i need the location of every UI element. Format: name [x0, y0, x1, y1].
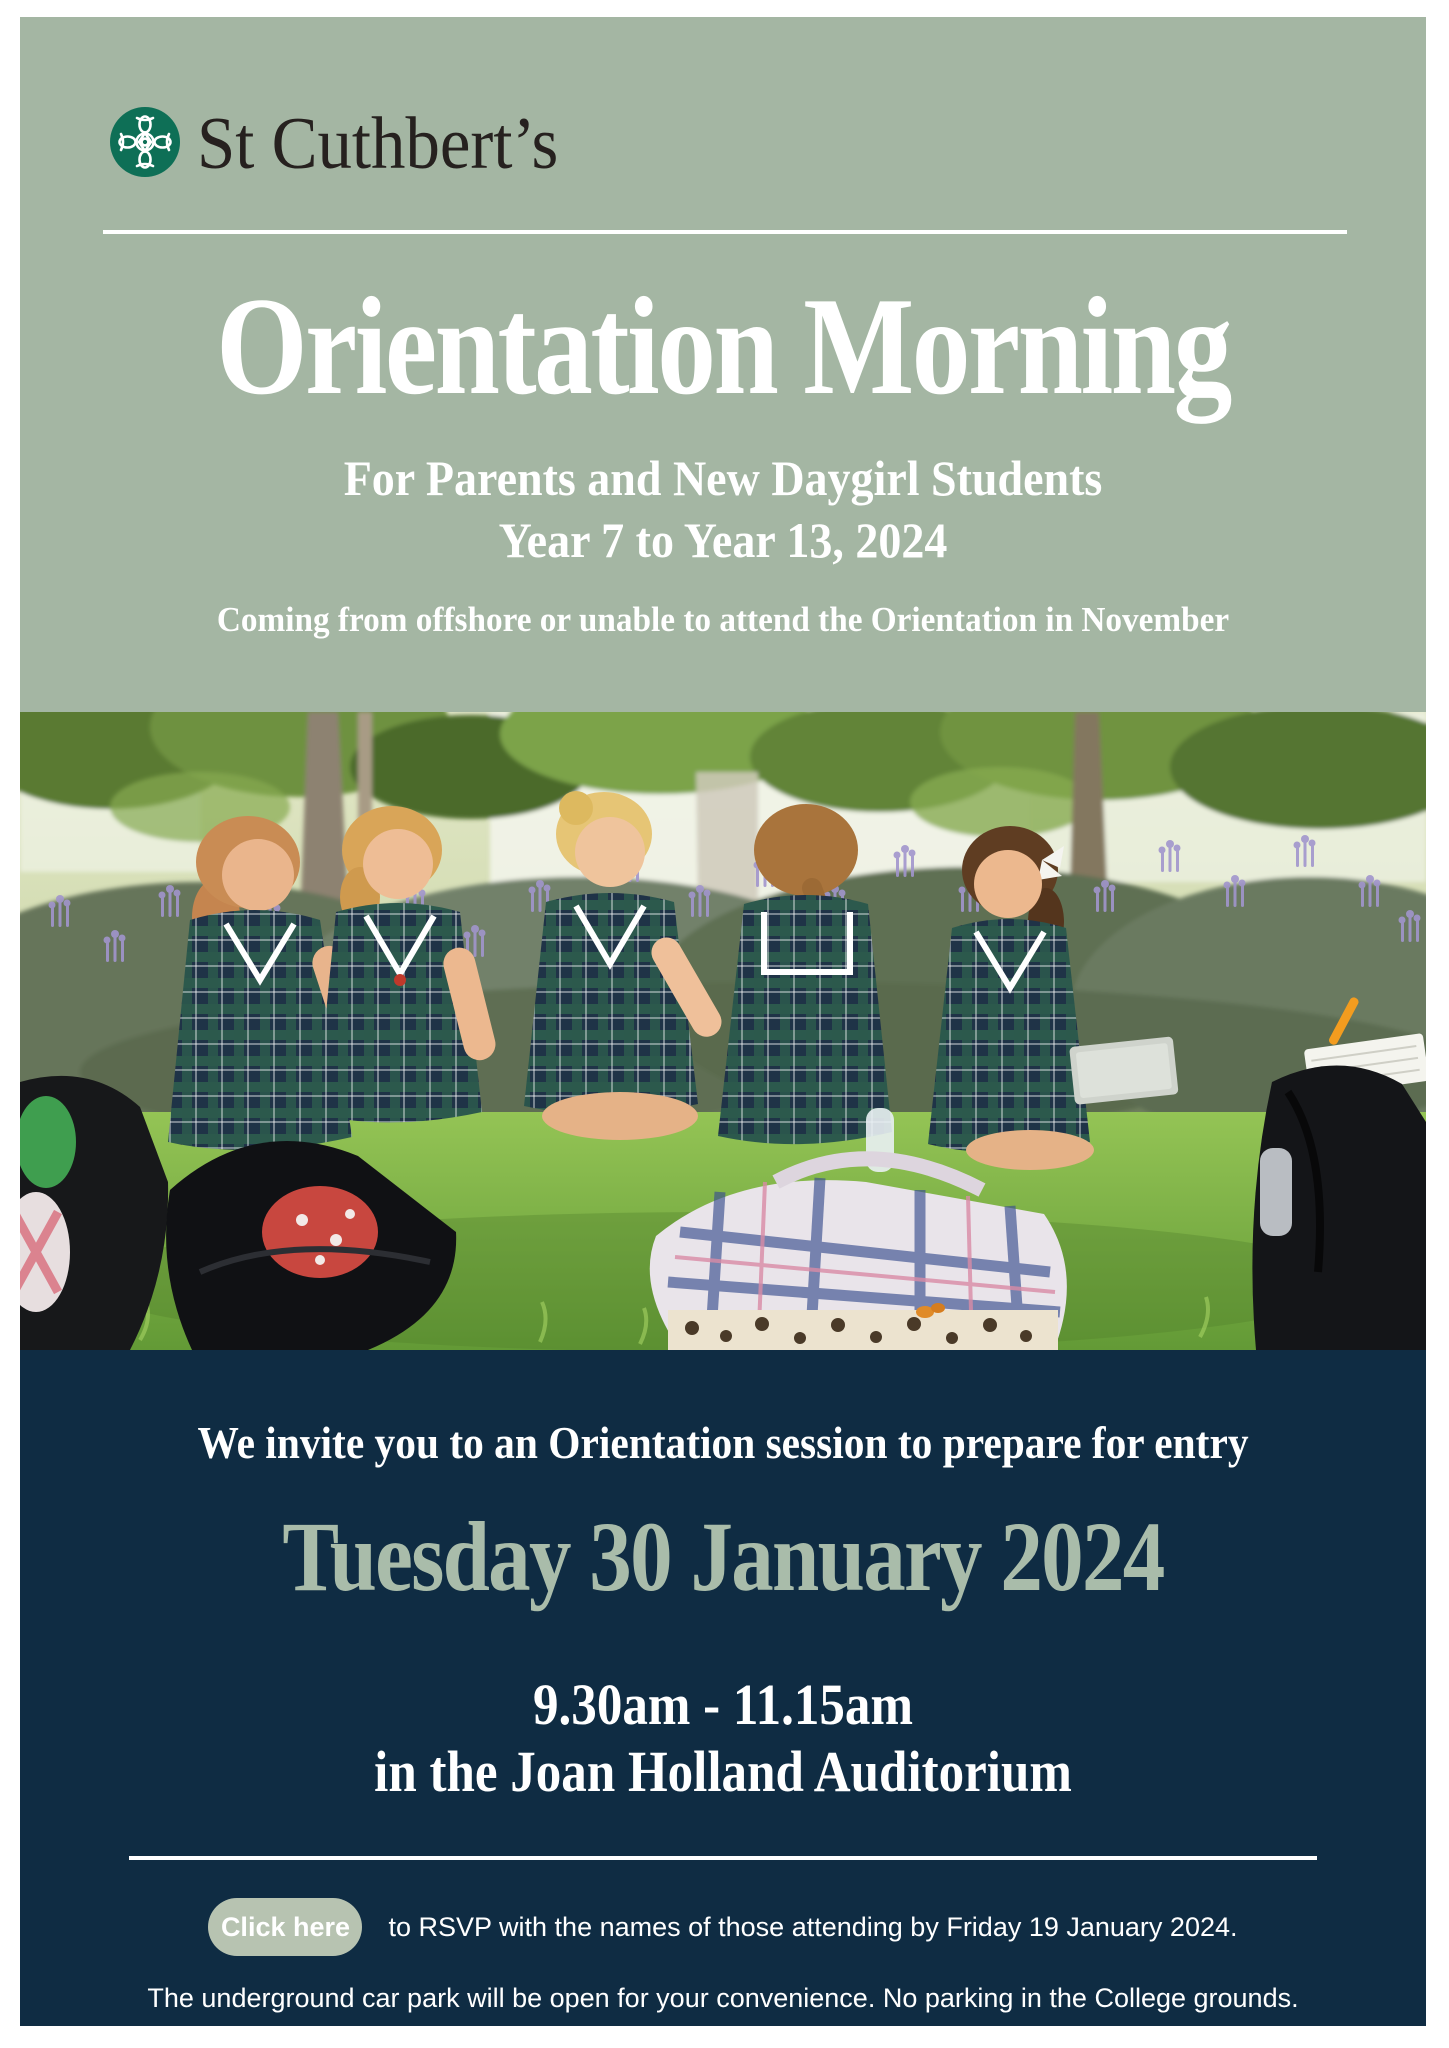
subtitle-line1: For Parents and New Daygirl Students — [343, 450, 1103, 506]
rsvp-row — [20, 1898, 1426, 1956]
event-time: 9.30am - 11.15am — [533, 1672, 913, 1737]
rsvp-text: to RSVP with the names of those attending by Friday 19 January 2024. — [388, 1911, 1238, 1942]
header-divider — [103, 230, 1347, 234]
invite-line: We invite you to an Orientation session to prepare for entry — [197, 1417, 1249, 1468]
school-name: St Cuthbert’s — [197, 103, 559, 185]
details-divider — [129, 1856, 1317, 1860]
celtic-cross-icon — [110, 107, 180, 177]
parking-note: The underground car park will be open for your convenience. No parking in the College grounds. — [147, 1983, 1299, 2013]
rsvp-click-here-button[interactable]: Click here — [208, 1898, 362, 1956]
details-panel — [20, 1350, 1426, 2026]
event-date: Tuesday 30 January 2024 — [282, 1501, 1164, 1612]
subtitle-line2: Year 7 to Year 13, 2024 — [498, 512, 948, 568]
header-panel — [20, 17, 1426, 712]
students-photo — [20, 712, 1426, 1350]
subtitle — [76, 447, 1370, 571]
page-title: Orientation Morning — [216, 269, 1230, 424]
event-time-venue — [104, 1671, 1341, 1805]
offshore-note: Coming from offshore or unable to attend the Orientation in November — [216, 600, 1230, 639]
event-venue: in the Joan Holland Auditorium — [374, 1739, 1072, 1804]
